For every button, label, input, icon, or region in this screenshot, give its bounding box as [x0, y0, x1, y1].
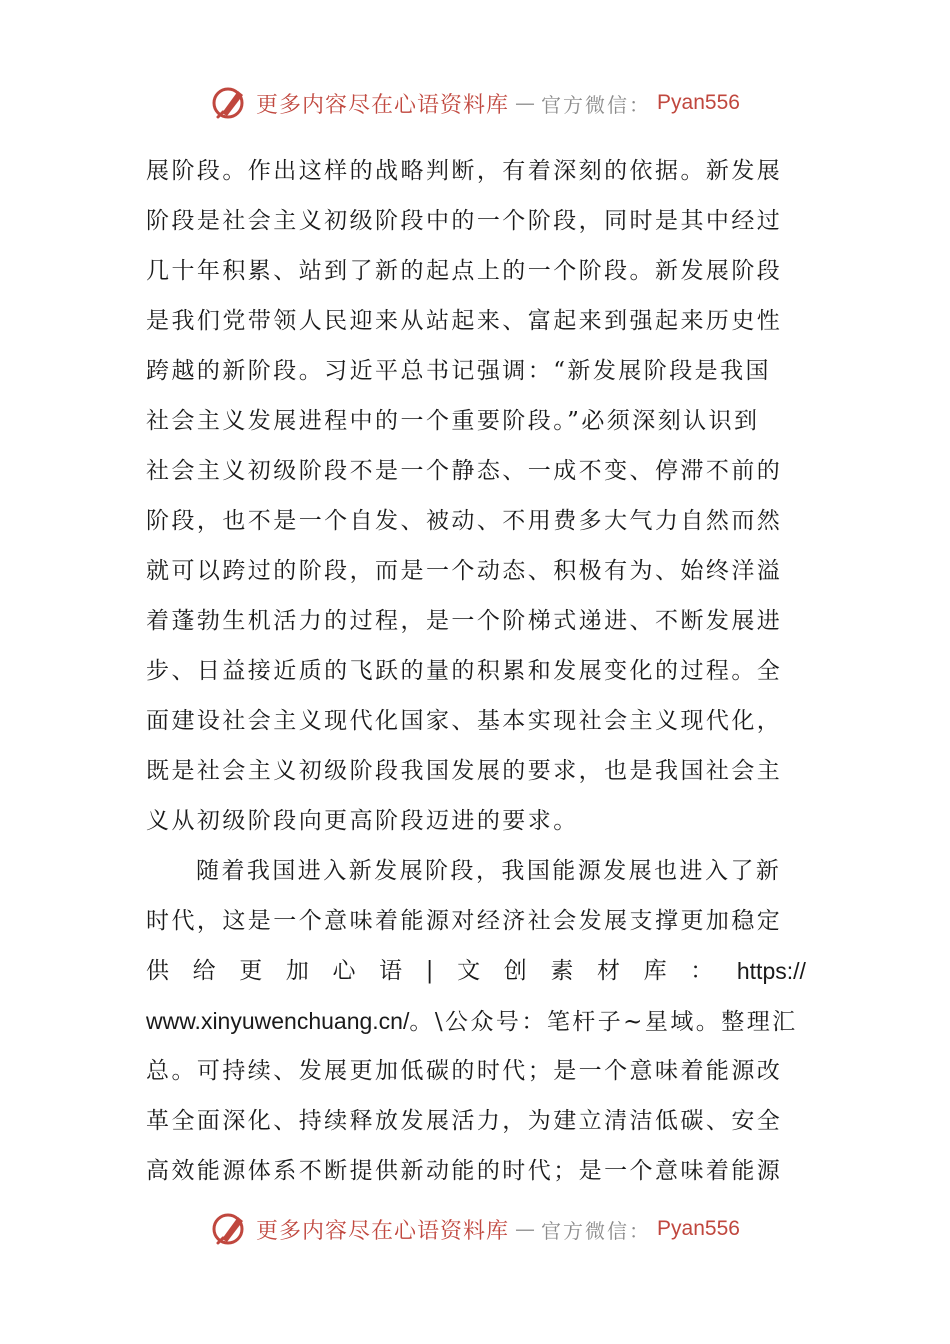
body-line: 面建设社会主义现代化国家、基本实现社会主义现代化， [146, 708, 783, 734]
header-dash: — [515, 91, 536, 115]
spread-char: 库 [643, 958, 667, 984]
spread-char: 更 [239, 958, 263, 984]
spread-char: | [425, 958, 434, 984]
url-line-rest: 。\公众号：笔杆子~星域。整理汇 [409, 1009, 798, 1035]
pen-nib-icon [210, 83, 250, 123]
body-line: 着蓬勃生机活力的过程，是一个阶梯式递进、不断发展进 [146, 608, 783, 634]
body-line: 步、日益接近质的飞跃的量的积累和发展变化的过程。全 [146, 658, 783, 684]
paragraph-start-line: 随着我国进入新发展阶段，我国能源发展也进入了新 [196, 858, 782, 884]
header-brand: 更多内容尽在心语资料库 [256, 92, 510, 118]
spread-char: 语 [379, 958, 403, 984]
body-line: 革全面深化、持续释放发展活力，为建立清洁低碳、安全 [146, 1108, 783, 1134]
body-line: 高效能源体系不断提供新动能的时代；是一个意味着能源 [146, 1158, 783, 1184]
body-line: 阶段是社会主义初级阶段中的一个阶段，同时是其中经过 [146, 208, 783, 234]
header-banner [0, 80, 950, 126]
spread-char: 创 [503, 958, 527, 984]
document-body [146, 146, 806, 1196]
spread-char: 给 [192, 958, 216, 984]
spread-char: 供 [146, 958, 169, 984]
body-line: 义从初级阶段向更高阶段迈进的要求。 [146, 808, 579, 834]
body-line: 社会主义发展进程中的一个重要阶段。”必须深刻认识到 [146, 408, 760, 434]
justified-line [146, 946, 806, 996]
body-line: 展阶段。作出这样的战略判断，有着深刻的依据。新发展 [146, 158, 783, 184]
spread-char: ： [690, 958, 714, 984]
body-line: 跨越的新阶段。习近平总书记强调：“新发展阶段是我国 [146, 358, 772, 384]
url-line [146, 996, 806, 1046]
pen-nib-icon [210, 1209, 250, 1249]
spread-char: 加 [285, 958, 309, 984]
body-line: 时代，这是一个意味着能源对经济社会发展支撑更加稳定 [146, 908, 783, 934]
body-line: 总。可持续、发展更加低碳的时代；是一个意味着能源改 [146, 1058, 783, 1084]
url-prefix: https:// [736, 958, 806, 984]
body-line: 阶段，也不是一个自发、被动、不用费多大气力自然而然 [146, 508, 783, 534]
body-line: 就可以跨过的阶段，而是一个动态、积极有为、始终洋溢 [146, 558, 783, 584]
spread-char: 文 [457, 958, 481, 984]
header-wechat-label: 官方微信： [541, 92, 652, 117]
body-line: 几十年积累、站到了新的起点上的一个阶段。新发展阶段 [146, 258, 783, 284]
footer-wechat-id: Pyan556 [657, 1217, 740, 1240]
body-line: 是我们党带领人民迎来从站起来、富起来到强起来历史性 [146, 308, 783, 334]
spread-char: 心 [332, 958, 356, 984]
footer-banner [0, 1206, 950, 1252]
website-url: www.xinyuwenchuang.cn/ [146, 1008, 410, 1034]
spread-char: 材 [597, 958, 620, 984]
spread-char: 素 [550, 958, 574, 984]
footer-brand: 更多内容尽在心语资料库 [256, 1218, 510, 1244]
body-line: 既是社会主义初级阶段我国发展的要求，也是我国社会主 [146, 758, 783, 784]
body-line: 社会主义初级阶段不是一个静态、一成不变、停滞不前的 [146, 458, 783, 484]
header-wechat-id: Pyan556 [657, 91, 740, 114]
footer-dash: — [515, 1217, 536, 1241]
footer-wechat-label: 官方微信： [541, 1218, 652, 1243]
